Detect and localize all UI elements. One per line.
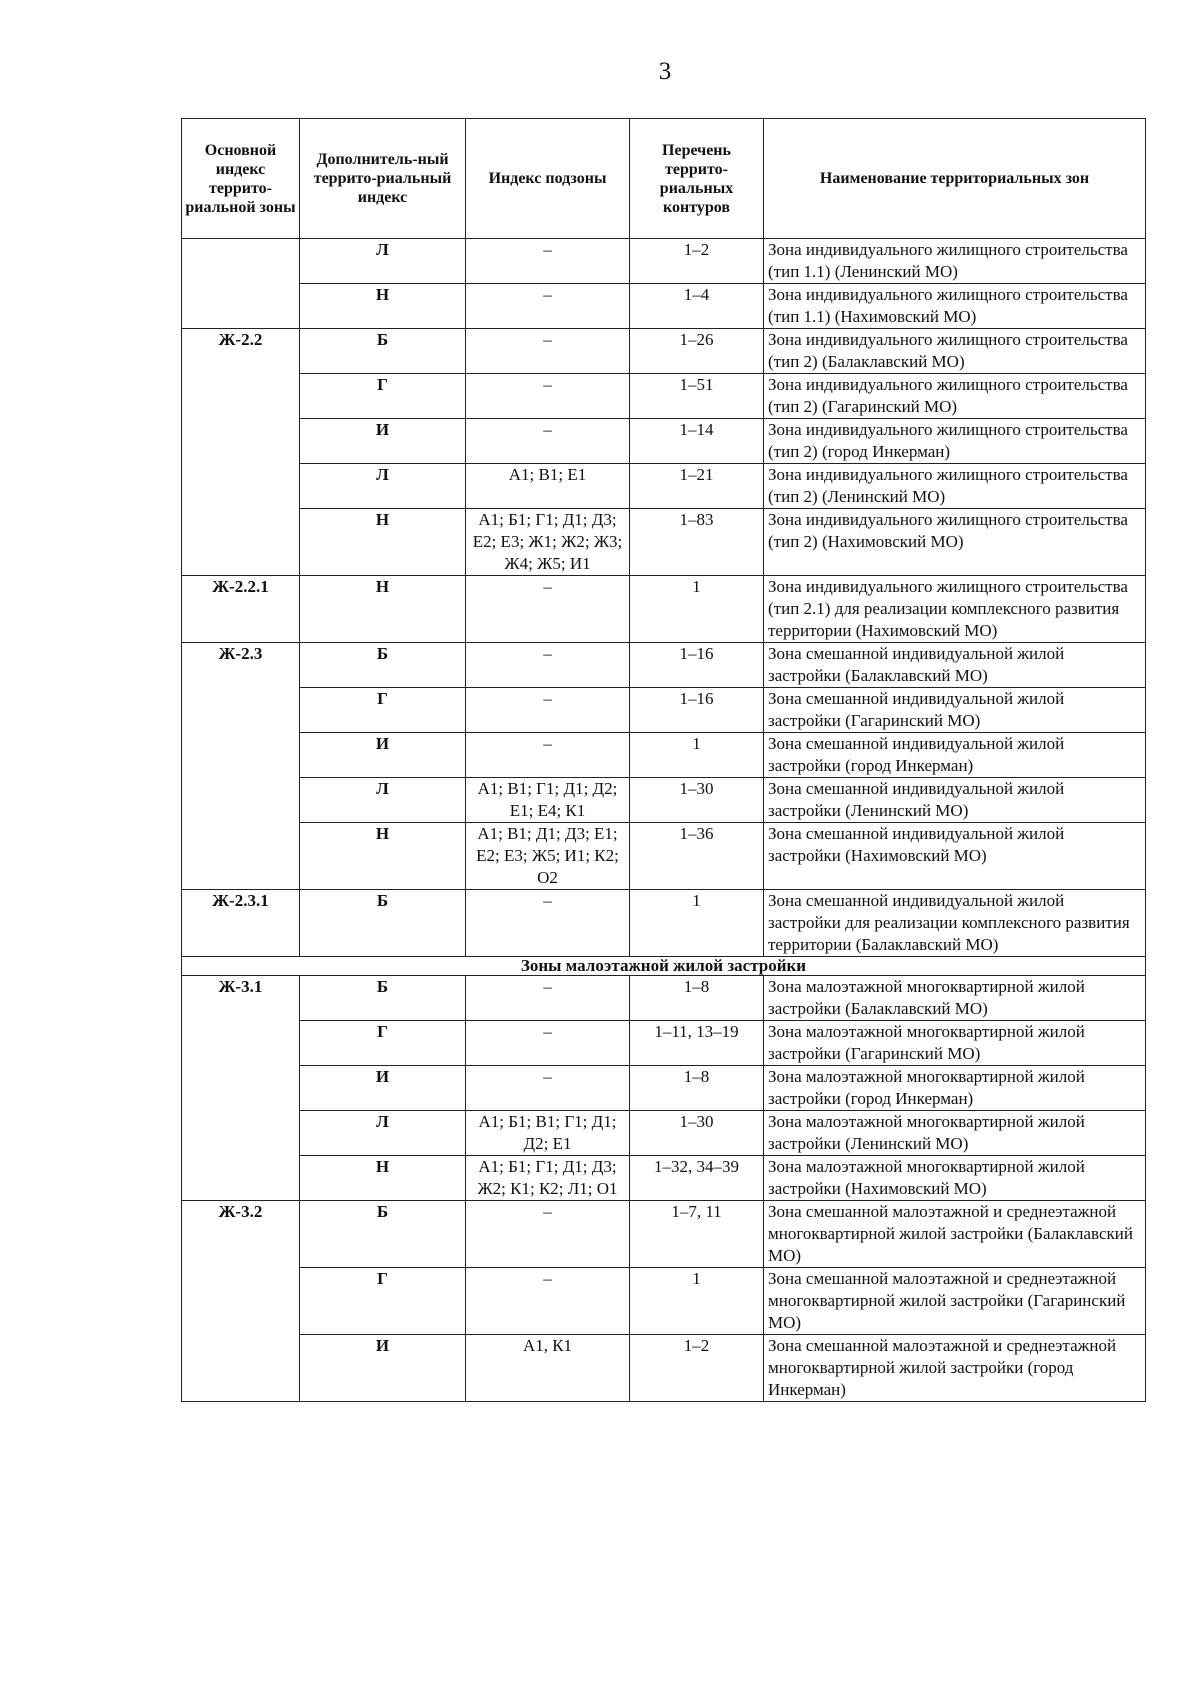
subzone-index-cell: – [466, 643, 630, 688]
zone-name-cell: Зона смешанной малоэтажной и среднеэтажной многоквартирной жилой застройки (Балаклавский МО) [764, 1201, 1146, 1268]
header-main-index: Основной индекс террито-риальной зоны [182, 119, 300, 239]
main-index-cell [182, 733, 300, 778]
subzone-index-cell: А1; В1; Г1; Д1; Д2; Е1; Е4; К1 [466, 778, 630, 823]
table-row [182, 419, 1146, 464]
contours-cell: 1–30 [630, 778, 764, 823]
zones-table [181, 118, 1146, 1402]
contours-cell: 1 [630, 733, 764, 778]
table-row [182, 1066, 1146, 1111]
subzone-index-cell: – [466, 1021, 630, 1066]
zone-name-cell: Зона смешанной индивидуальной жилой застройки (Нахимовский МО) [764, 823, 1146, 890]
contours-cell: 1 [630, 890, 764, 957]
zone-name-cell: Зона индивидуального жилищного строительства (тип 2) (Балаклавский МО) [764, 329, 1146, 374]
subzone-index-cell: – [466, 374, 630, 419]
additional-index-cell: Л [300, 778, 466, 823]
table-row [182, 688, 1146, 733]
subzone-index-cell: – [466, 239, 630, 284]
contours-cell: 1–36 [630, 823, 764, 890]
table-row [182, 576, 1146, 643]
main-index-cell [182, 778, 300, 823]
table-body [182, 239, 1146, 1402]
subzone-index-cell: – [466, 688, 630, 733]
header-additional-index: Дополнитель-ный террито-риальный индекс [300, 119, 466, 239]
additional-index-cell: Н [300, 823, 466, 890]
subzone-index-cell: – [466, 976, 630, 1021]
additional-index-cell: И [300, 1335, 466, 1402]
zone-name-cell: Зона малоэтажной многоквартирной жилой застройки (город Инкерман) [764, 1066, 1146, 1111]
table-header-row [182, 119, 1146, 239]
additional-index-cell: И [300, 419, 466, 464]
contours-cell: 1–14 [630, 419, 764, 464]
contours-cell: 1–16 [630, 688, 764, 733]
zone-name-cell: Зона смешанной индивидуальной жилой застройки для реализации комплексного развития территории (Балаклавский МО) [764, 890, 1146, 957]
additional-index-cell: Н [300, 509, 466, 576]
table-row [182, 284, 1146, 329]
table-row [182, 1021, 1146, 1066]
zone-name-cell: Зона малоэтажной многоквартирной жилой застройки (Ленинский МО) [764, 1111, 1146, 1156]
subzone-index-cell: – [466, 1066, 630, 1111]
contours-cell: 1–2 [630, 239, 764, 284]
main-index-cell [182, 239, 300, 284]
additional-index-cell: Г [300, 374, 466, 419]
subzone-index-cell: А1; Б1; Г1; Д1; Д3; Ж2; К1; К2; Л1; О1 [466, 1156, 630, 1201]
main-index-cell [182, 1111, 300, 1156]
zone-name-cell: Зона смешанной индивидуальной жилой застройки (Ленинский МО) [764, 778, 1146, 823]
contours-cell: 1 [630, 576, 764, 643]
subzone-index-cell: – [466, 733, 630, 778]
contours-cell: 1–4 [630, 284, 764, 329]
subzone-index-cell: – [466, 1201, 630, 1268]
additional-index-cell: Г [300, 1021, 466, 1066]
zone-name-cell: Зона малоэтажной многоквартирной жилой застройки (Балаклавский МО) [764, 976, 1146, 1021]
contours-cell: 1–11, 13–19 [630, 1021, 764, 1066]
table-row [182, 890, 1146, 957]
subzone-index-cell: А1; В1; Е1 [466, 464, 630, 509]
additional-index-cell: Б [300, 329, 466, 374]
table-row [182, 509, 1146, 576]
zone-name-cell: Зона индивидуального жилищного строительства (тип 2) (город Инкерман) [764, 419, 1146, 464]
table-row [182, 823, 1146, 890]
contours-cell: 1–16 [630, 643, 764, 688]
additional-index-cell: Г [300, 1268, 466, 1335]
table-row [182, 1156, 1146, 1201]
main-index-cell [182, 419, 300, 464]
contours-cell: 1–51 [630, 374, 764, 419]
contours-cell: 1–8 [630, 1066, 764, 1111]
table-row [182, 1201, 1146, 1268]
additional-index-cell: Л [300, 239, 466, 284]
zone-name-cell: Зона малоэтажной многоквартирной жилой застройки (Нахимовский МО) [764, 1156, 1146, 1201]
zone-name-cell: Зона смешанной малоэтажной и среднеэтажной многоквартирной жилой застройки (город Инкерман) [764, 1335, 1146, 1402]
main-index-cell [182, 1156, 300, 1201]
header-subzone-index: Индекс подзоны [466, 119, 630, 239]
main-index-cell [182, 823, 300, 890]
main-index-cell: Ж-2.2 [182, 329, 300, 374]
zone-name-cell: Зона малоэтажной многоквартирной жилой застройки (Гагаринский МО) [764, 1021, 1146, 1066]
main-index-cell [182, 688, 300, 733]
main-index-cell: Ж-2.2.1 [182, 576, 300, 643]
zone-name-cell: Зона смешанной индивидуальной жилой застройки (Гагаринский МО) [764, 688, 1146, 733]
subzone-index-cell: – [466, 419, 630, 464]
additional-index-cell: Н [300, 1156, 466, 1201]
subzone-index-cell: – [466, 1268, 630, 1335]
subzone-index-cell: – [466, 329, 630, 374]
zone-name-cell: Зона индивидуального жилищного строительства (тип 2) (Ленинский МО) [764, 464, 1146, 509]
contours-cell: 1–32, 34–39 [630, 1156, 764, 1201]
subzone-index-cell: – [466, 890, 630, 957]
page-number: 3 [658, 58, 672, 85]
main-index-cell: Ж-2.3 [182, 643, 300, 688]
table-row [182, 643, 1146, 688]
additional-index-cell: Б [300, 1201, 466, 1268]
additional-index-cell: Г [300, 688, 466, 733]
table-row [182, 239, 1146, 284]
main-index-cell [182, 464, 300, 509]
additional-index-cell: Л [300, 464, 466, 509]
header-contours: Перечень террито-риальных контуров [630, 119, 764, 239]
zone-name-cell: Зона смешанной малоэтажной и среднеэтажной многоквартирной жилой застройки (Гагаринский МО) [764, 1268, 1146, 1335]
table-row [182, 464, 1146, 509]
subzone-index-cell: А1, К1 [466, 1335, 630, 1402]
contours-cell: 1–26 [630, 329, 764, 374]
table-row [182, 374, 1146, 419]
contours-cell: 1–30 [630, 1111, 764, 1156]
additional-index-cell: Б [300, 643, 466, 688]
table-row [182, 329, 1146, 374]
table-row [182, 1111, 1146, 1156]
zone-name-cell: Зона индивидуального жилищного строительства (тип 1.1) (Нахимовский МО) [764, 284, 1146, 329]
subzone-index-cell: А1; Б1; Г1; Д1; Д3; Е2; Е3; Ж1; Ж2; Ж3; Ж4; Ж5; И1 [466, 509, 630, 576]
zone-name-cell: Зона смешанной индивидуальной жилой застройки (город Инкерман) [764, 733, 1146, 778]
contours-cell: 1 [630, 1268, 764, 1335]
section-row [182, 957, 1146, 976]
main-index-cell: Ж-2.3.1 [182, 890, 300, 957]
contours-cell: 1–2 [630, 1335, 764, 1402]
main-index-cell [182, 374, 300, 419]
table-row [182, 976, 1146, 1021]
header-zone-name: Наименование территориальных зон [764, 119, 1146, 239]
main-index-cell [182, 1066, 300, 1111]
additional-index-cell: Н [300, 576, 466, 643]
additional-index-cell: Б [300, 890, 466, 957]
table-row [182, 778, 1146, 823]
additional-index-cell: Л [300, 1111, 466, 1156]
main-index-cell: Ж-3.1 [182, 976, 300, 1021]
contours-cell: 1–7, 11 [630, 1201, 764, 1268]
additional-index-cell: И [300, 733, 466, 778]
subzone-index-cell: А1; В1; Д1; Д3; Е1; Е2; Е3; Ж5; И1; К2; О2 [466, 823, 630, 890]
additional-index-cell: Б [300, 976, 466, 1021]
table-row [182, 733, 1146, 778]
zone-name-cell: Зона индивидуального жилищного строительства (тип 2) (Нахимовский МО) [764, 509, 1146, 576]
table-row [182, 1335, 1146, 1402]
additional-index-cell: Н [300, 284, 466, 329]
subzone-index-cell: – [466, 284, 630, 329]
zone-name-cell: Зона смешанной индивидуальной жилой застройки (Балаклавский МО) [764, 643, 1146, 688]
section-title: Зоны малоэтажной жилой застройки [182, 957, 1146, 976]
contours-cell: 1–21 [630, 464, 764, 509]
additional-index-cell: И [300, 1066, 466, 1111]
main-index-cell [182, 1268, 300, 1335]
subzone-index-cell: – [466, 576, 630, 643]
table-row [182, 1268, 1146, 1335]
main-index-cell [182, 509, 300, 576]
contours-cell: 1–8 [630, 976, 764, 1021]
subzone-index-cell: А1; Б1; В1; Г1; Д1; Д2; Е1 [466, 1111, 630, 1156]
main-index-cell: Ж-3.2 [182, 1201, 300, 1268]
zone-name-cell: Зона индивидуального жилищного строительства (тип 1.1) (Ленинский МО) [764, 239, 1146, 284]
contours-cell: 1–83 [630, 509, 764, 576]
zone-name-cell: Зона индивидуального жилищного строительства (тип 2.1) для реализации комплексного развития территории (Нахимовский МО) [764, 576, 1146, 643]
main-index-cell [182, 284, 300, 329]
main-index-cell [182, 1335, 300, 1402]
main-index-cell [182, 1021, 300, 1066]
zone-name-cell: Зона индивидуального жилищного строительства (тип 2) (Гагаринский МО) [764, 374, 1146, 419]
